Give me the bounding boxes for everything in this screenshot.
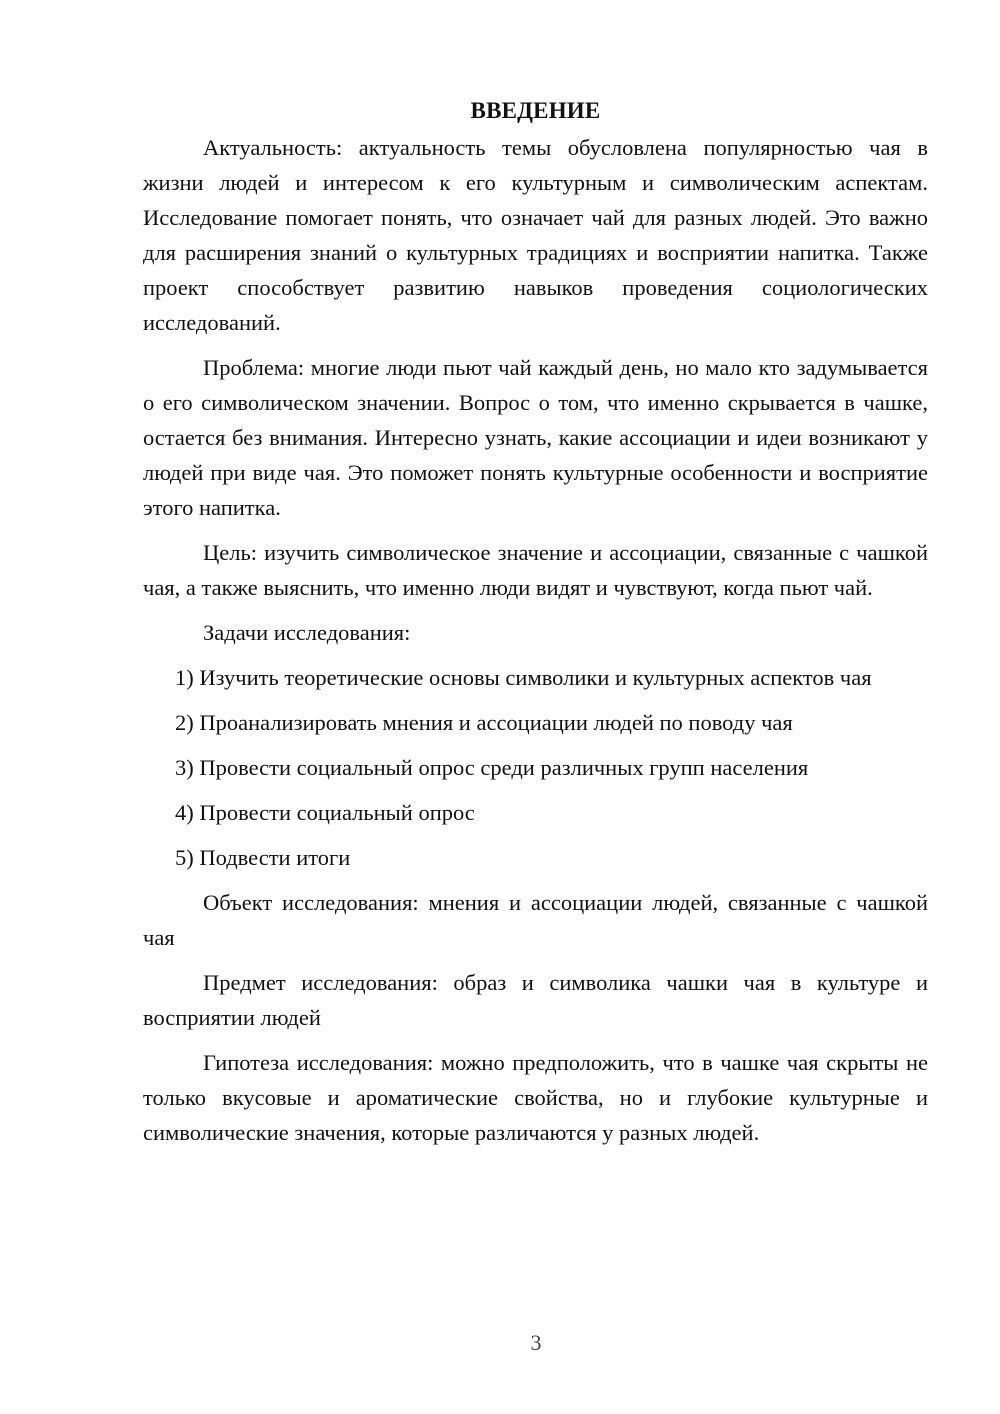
tasks-list — [143, 660, 928, 875]
paragraph-problem: Проблема: многие люди пьют чай каждый день, но мало кто задумывается о его символическом значении. Вопрос о том, что именно скрывается в чашке, остается без внимания. Интересно узнать, какие ассоциации и идеи возникают у людей при виде чая. Это поможет понять культурные особенности и восприятие этого напитка. — [143, 355, 928, 520]
section-heading: ВВЕДЕНИЕ — [470, 98, 601, 123]
document-page — [143, 96, 928, 1160]
list-item: 1) Изучить теоретические основы символики и культурных аспектов чая — [175, 665, 872, 690]
list-item: 4) Провести социальный опрос — [175, 800, 475, 825]
list-item: 5) Подвести итоги — [175, 845, 351, 870]
list-item: 3) Провести социальный опрос среди различных групп населения — [175, 755, 809, 780]
paragraph-subject: Предмет исследования: образ и символика чашки чая в культуре и восприятии людей — [143, 970, 928, 1030]
paragraph-hypothesis: Гипотеза исследования: можно предположить, что в чашке чая скрыты не только вкусовые и ароматические свойства, но и глубокие культурные и символические значения, которые различаются у разных людей. — [143, 1050, 928, 1145]
list-item: 2) Проанализировать мнения и ассоциации людей по поводу чая — [175, 710, 793, 735]
tasks-heading: Задачи исследования: — [203, 620, 411, 645]
paragraph-goal: Цель: изучить символическое значение и ассоциации, связанные с чашкой чая, а также выяснить, что именно люди видят и чувствуют, когда пьют чай. — [143, 540, 928, 600]
paragraph-relevance: Актуальность: актуальность темы обусловлена популярностью чая в жизни людей и интересом к его культурным и символическим аспектам. Исследование помогает понять, что означает чай для разных людей. Это важно для расширения знаний о культурных традициях и восприятии напитка. Также проект способствует развитию навыков проведения социологических исследований. — [143, 135, 928, 335]
paragraph-object: Объект исследования: мнения и ассоциации людей, связанные с чашкой чая — [143, 890, 928, 950]
page-number: 3 — [530, 1330, 542, 1355]
